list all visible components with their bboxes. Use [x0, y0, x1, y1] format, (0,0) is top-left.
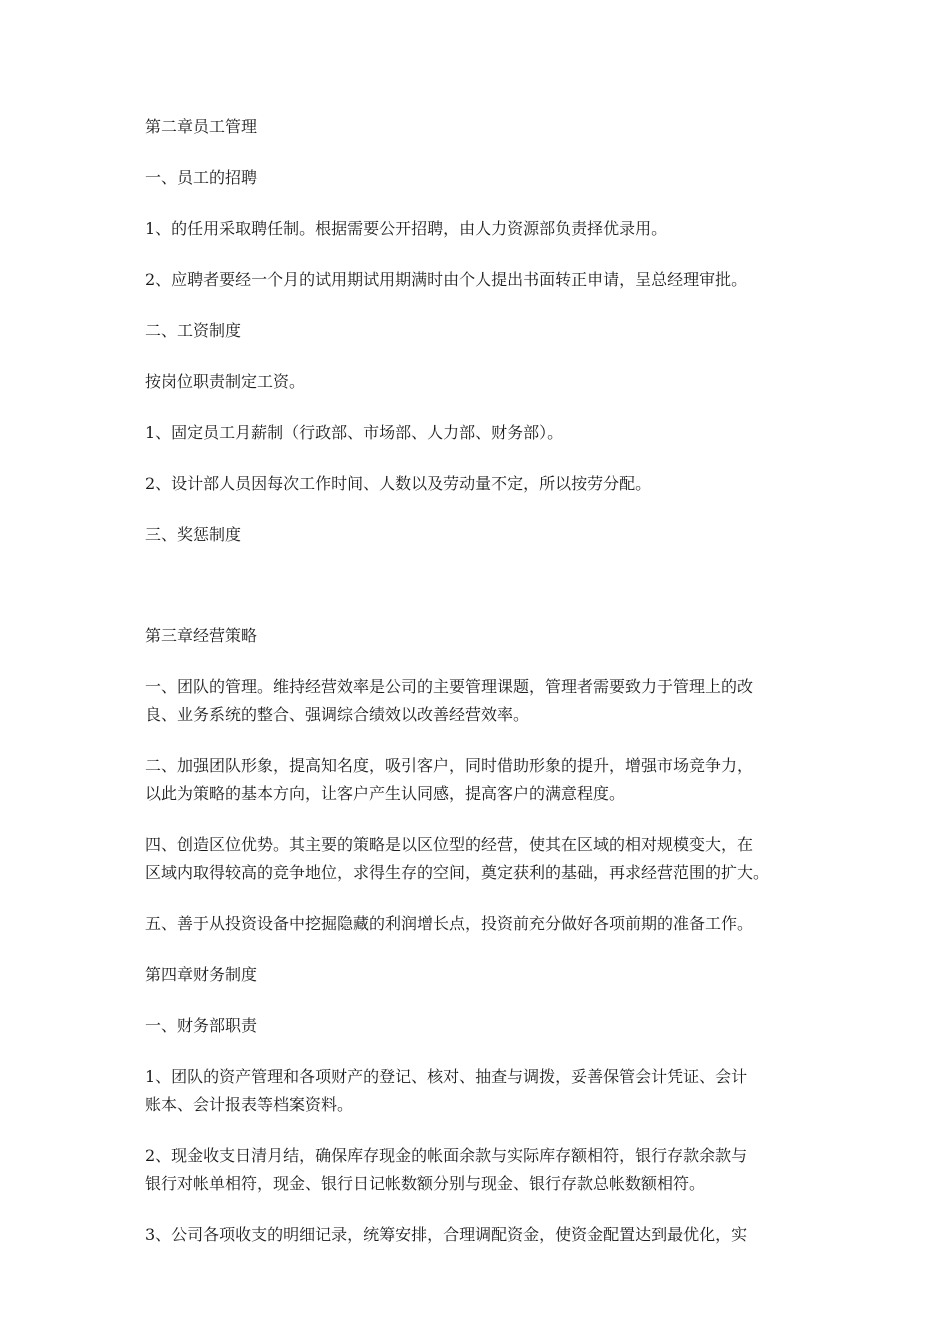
line: 2、现金收支日清月结，确保库存现金的帐面余款与实际库存额相符，银行存款余款与 [145, 1146, 748, 1165]
line: 良、业务系统的整合、强调综合绩效以改善经营效率。 [145, 705, 530, 724]
spacer [145, 572, 817, 622]
paragraph [145, 752, 817, 808]
line: 银行对帐单相符，现金、银行日记帐数额分别与现金、银行存款总帐数额相符。 [145, 1174, 706, 1193]
paragraph [145, 831, 817, 887]
paragraph: 按岗位职责制定工资。 [145, 372, 306, 391]
line: 1、团队的资产管理和各项财产的登记、核对、抽查与调拨，妥善保管会计凭证、会计 [145, 1067, 748, 1086]
paragraph: 1、固定员工月薪制（行政部、市场部、人力部、财务部）。 [145, 423, 564, 442]
section-recruitment-title: 一、员工的招聘 [145, 168, 258, 187]
paragraph: 1、的任用采取聘任制。根据需要公开招聘，由人力资源部负责择优录用。 [145, 219, 668, 238]
section-rewards-title: 三、奖惩制度 [145, 525, 242, 544]
paragraph [145, 673, 817, 729]
chapter-3-title: 第三章经营策略 [145, 626, 258, 645]
line: 3、公司各项收支的明细记录，统筹安排，合理调配资金，使资金配置达到最优化，实 [145, 1225, 748, 1244]
section-finance-duties-title: 一、财务部职责 [145, 1016, 258, 1035]
line: 以此为策略的基本方向，让客户产生认同感，提高客户的满意程度。 [145, 784, 626, 803]
line: 四、创造区位优势。其主要的策略是以区位型的经营，使其在区域的相对规模变大，在 [145, 835, 754, 854]
paragraph: 2、应聘者要经一个月的试用期试用期满时由个人提出书面转正申请，呈总经理审批。 [145, 270, 748, 289]
line: 区域内取得较高的竞争地位，求得生存的空间，奠定获利的基础，再求经营范围的扩大。 [145, 863, 770, 882]
line: 账本、会计报表等档案资料。 [145, 1095, 354, 1114]
chapter-4-title: 第四章财务制度 [145, 965, 258, 984]
line: 二、加强团队形象，提高知名度，吸引客户，同时借助形象的提升，增强市场竞争力， [145, 756, 754, 775]
paragraph: 2、设计部人员因每次工作时间、人数以及劳动量不定，所以按劳分配。 [145, 474, 652, 493]
paragraph: 五、善于从投资设备中挖掘隐藏的利润增长点，投资前充分做好各项前期的准备工作。 [145, 914, 754, 933]
paragraph [145, 1142, 817, 1198]
chapter-2-title: 第二章员工管理 [145, 117, 258, 136]
paragraph [145, 1063, 817, 1119]
line: 一、团队的管理。维持经营效率是公司的主要管理课题，管理者需要致力于管理上的改 [145, 677, 754, 696]
section-salary-title: 二、工资制度 [145, 321, 242, 340]
paragraph [145, 1221, 817, 1249]
document-page [145, 113, 817, 1272]
